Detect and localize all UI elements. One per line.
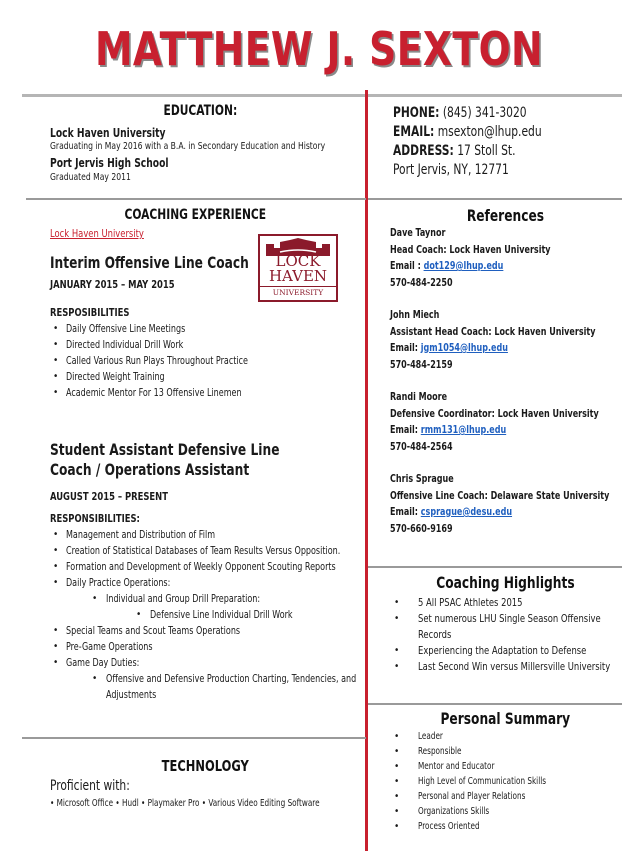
job2-list (50, 527, 366, 703)
list-item: • Academic Mentor For 13 Offensive Linemen (50, 385, 366, 401)
list-item-continuation: Records (418, 628, 452, 641)
list-item: • Defensive Line Individual Drill Work (50, 607, 366, 623)
employer-link[interactable]: Lock Haven University (50, 227, 144, 240)
list-item: • Directed Weight Training (50, 369, 366, 385)
references-divider (368, 566, 622, 568)
list-item: • Special Teams and Scout Teams Operations (50, 623, 366, 639)
school-port-jervis: Port Jervis High School (50, 156, 169, 170)
list-item: • Management and Distribution of Film (50, 527, 366, 543)
list-item: • 5 All PSAC Athletes 2015 (390, 595, 625, 611)
ref-phone: 570-660-9169 (390, 522, 453, 535)
ref-email-label: Email: (390, 424, 421, 436)
education-divider (26, 198, 366, 200)
lock-haven-logo (258, 234, 338, 302)
list-item: • High Level of Communication Skills (390, 774, 625, 789)
list-item: • Organizations Skills (390, 804, 625, 819)
ref-email-label: Email: (390, 342, 421, 354)
logo-text-haven: HAVEN (268, 267, 328, 285)
summary-section (390, 709, 625, 834)
job2-title-line2: Coach / Operations Assistant (50, 460, 250, 479)
list-item: • Creation of Statistical Databases of Team Results Versus Opposition. (50, 543, 366, 559)
ref-name: Chris Sprague (390, 473, 454, 485)
ref-name: John Miech (390, 309, 440, 321)
technology-section (50, 757, 366, 811)
school-lock-haven-detail: Graduating in May 2016 with a B.A. in Secondary Education and History (50, 141, 326, 152)
list-item: • Game Day Duties: (50, 655, 366, 671)
list-item: • Daily Practice Operations: (50, 575, 366, 591)
school-lock-haven: Lock Haven University (50, 126, 166, 140)
ref-email-label: Email : (390, 260, 424, 272)
highlights-divider (368, 703, 622, 705)
list-item: • Responsible (390, 744, 625, 759)
ref-email-label: Email: (390, 506, 421, 518)
job1-list (50, 321, 366, 401)
contact-divider (368, 198, 622, 200)
address-line2: Port Jervis, NY, 12771 (393, 162, 509, 178)
references-title: References (466, 206, 544, 225)
ref-phone: 570-484-2159 (390, 358, 453, 371)
job1-resp-label: RESPOSIBILITIES (50, 306, 130, 319)
education-section (50, 103, 366, 184)
list-item: • Daily Offensive Line Meetings (50, 321, 366, 337)
list-item-continuation: Adjustments (106, 689, 157, 701)
references-section (390, 206, 625, 537)
resume-name: MATTHEW J. SEXTON (94, 22, 544, 76)
job1-title: Interim Offensive Line Coach (50, 253, 249, 272)
technology-title: TECHNOLOGY (161, 757, 249, 775)
list-item: • Leader (390, 729, 625, 744)
phone-label: PHONE: (393, 105, 440, 121)
ref-email-link[interactable]: rmm131@lhup.edu (420, 424, 507, 436)
highlights-title: Coaching Highlights (435, 573, 575, 592)
ref-email-link[interactable]: dot129@lhup.edu (423, 260, 504, 272)
ref-name: Dave Taynor (390, 227, 446, 239)
job1-dates: JANUARY 2015 – MAY 2015 (50, 278, 175, 291)
ref-name: Randi Moore (390, 391, 448, 403)
highlights-section (390, 573, 625, 675)
job2-title-line1: Student Assistant Defensive Line (50, 440, 280, 459)
list-item: • Formation and Development of Weekly Opponent Scouting Reports (50, 559, 366, 575)
coaching-divider (22, 737, 366, 739)
address-line1: 17 Stoll St. (457, 143, 516, 159)
logo-text-lock: LOCK (275, 252, 321, 270)
ref-phone: 570-484-2250 (390, 276, 453, 289)
email-value: msexton@lhup.edu (437, 124, 542, 140)
job2-dates: AUGUST 2015 – PRESENT (50, 490, 168, 503)
contact-section (393, 104, 623, 180)
ref-email-link[interactable]: jgm1054@lhup.edu (420, 342, 508, 354)
highlights-list (390, 595, 625, 675)
phone-value: (845) 341-3020 (442, 105, 527, 121)
ref-email-link[interactable]: csprague@desu.edu (420, 506, 513, 518)
coaching-title: COACHING EXPERIENCE (124, 207, 266, 223)
summary-list (390, 729, 625, 834)
list-item: • Pre-Game Operations (50, 639, 366, 655)
proficient-label: Proficient with: (50, 778, 130, 794)
list-item: • Offensive and Defensive Production Charting, Tendencies, and (50, 671, 366, 687)
list-item: • Process Oriented (390, 819, 625, 834)
ref-phone: 570-484-2564 (390, 440, 453, 453)
ref-role: Head Coach: Lock Haven University (390, 243, 551, 256)
email-label: EMAIL: (393, 124, 435, 140)
job2-section (50, 440, 366, 703)
software-list: • Microsoft Office • Hudl • Playmaker Pro • Various Video Editing Software (50, 798, 320, 809)
list-item: • Mentor and Educator (390, 759, 625, 774)
address-label: ADDRESS: (393, 143, 454, 159)
list-item: • Called Various Run Plays Throughout Practice (50, 353, 366, 369)
ref-role: Offensive Line Coach: Delaware State University (390, 489, 610, 502)
logo-text-university: UNIVERSITY (260, 286, 336, 297)
list-item: • Experiencing the Adaptation to Defense (390, 643, 625, 659)
education-title: EDUCATION: (163, 103, 237, 119)
list-item: • Directed Individual Drill Work (50, 337, 366, 353)
list-item: • Personal and Player Relations (390, 789, 625, 804)
list-item: • Last Second Win versus Millersville University (390, 659, 625, 675)
ref-role: Defensive Coordinator: Lock Haven University (390, 407, 599, 420)
job2-resp-label: RESPONSIBILITIES: (50, 512, 140, 525)
school-port-jervis-detail: Graduated May 2011 (50, 172, 131, 183)
ref-role: Assistant Head Coach: Lock Haven University (390, 325, 596, 338)
list-item: • Individual and Group Drill Preparation: (50, 591, 366, 607)
list-item: • Set numerous LHU Single Season Offensive (390, 611, 625, 627)
summary-title: Personal Summary (440, 709, 570, 728)
header-divider (22, 94, 622, 97)
